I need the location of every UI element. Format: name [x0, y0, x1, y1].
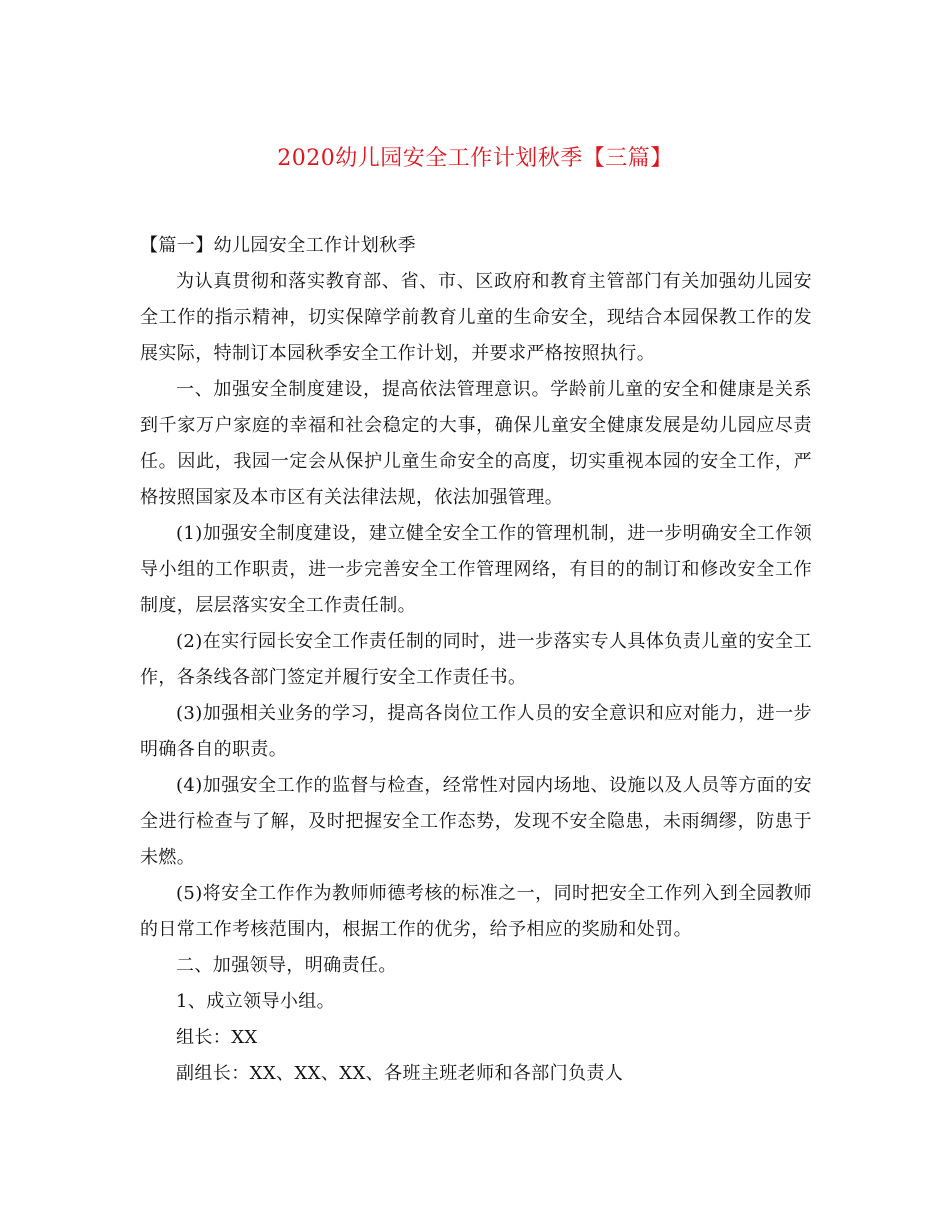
paragraph-section-two: 二、加强领导，明确责任。	[176, 955, 397, 976]
document-title: 2020幼儿园安全工作计划秋季【三篇】	[277, 146, 673, 171]
paragraph-item-5: (5)将安全工作作为教师师德考核的标准之一，同时把安全工作列入到全园教师的日常工作考核范围内，根据工作的优劣，给予相应的奖励和处罚。	[140, 883, 812, 940]
paragraph-item-1: (1)加强安全制度建设，建立健全安全工作的管理机制，进一步明确安全工作领导小组的工作职责，进一步完善安全工作管理网络，有目的的制订和修改安全工作制度，层层落实安全工作责任制。	[140, 523, 812, 616]
paragraph-section-one: 一、加强安全制度建设，提高依法管理意识。学龄前儿童的安全和健康是关系到千家万户家庭的幸福和社会稳定的大事，确保儿童安全健康发展是幼儿园应尽责任。因此，我园一定会从保护儿童生命安全的高度，切实重视本园的安全工作，严格按照国家及本市区有关法律法规，依法加强管理。	[140, 379, 812, 508]
section-heading: 【篇一】幼儿园安全工作计划秋季	[140, 235, 416, 256]
paragraph-item-3: (3)加强相关业务的学习，提高各岗位工作人员的安全意识和应对能力，进一步明确各自的职责。	[140, 703, 812, 760]
paragraph-group-leader: 组长：XX	[176, 1027, 258, 1048]
document-body	[140, 228, 812, 1092]
paragraph-deputy-leader: 副组长：XX、XX、XX、各班主班老师和各部门负责人	[176, 1063, 624, 1084]
paragraph-item-4: (4)加强安全工作的监督与检查，经常性对园内场地、设施以及人员等方面的安全进行检查与了解，及时把握安全工作态势，发现不安全隐患，未雨绸缪，防患于未燃。	[140, 775, 812, 868]
paragraph-item-2: (2)在实行园长安全工作责任制的同时，进一步落实专人具体负责儿童的安全工作，各条线各部门签定并履行安全工作责任书。	[140, 631, 812, 688]
paragraph-intro: 为认真贯彻和落实教育部、省、市、区政府和教育主管部门有关加强幼儿园安全工作的指示精神，切实保障学前教育儿童的生命安全，现结合本园保教工作的发展实际，特制订本园秋季安全工作计划，并要求严格按照执行。	[140, 271, 812, 364]
paragraph-subsection-1: 1、成立领导小组。	[176, 991, 336, 1012]
